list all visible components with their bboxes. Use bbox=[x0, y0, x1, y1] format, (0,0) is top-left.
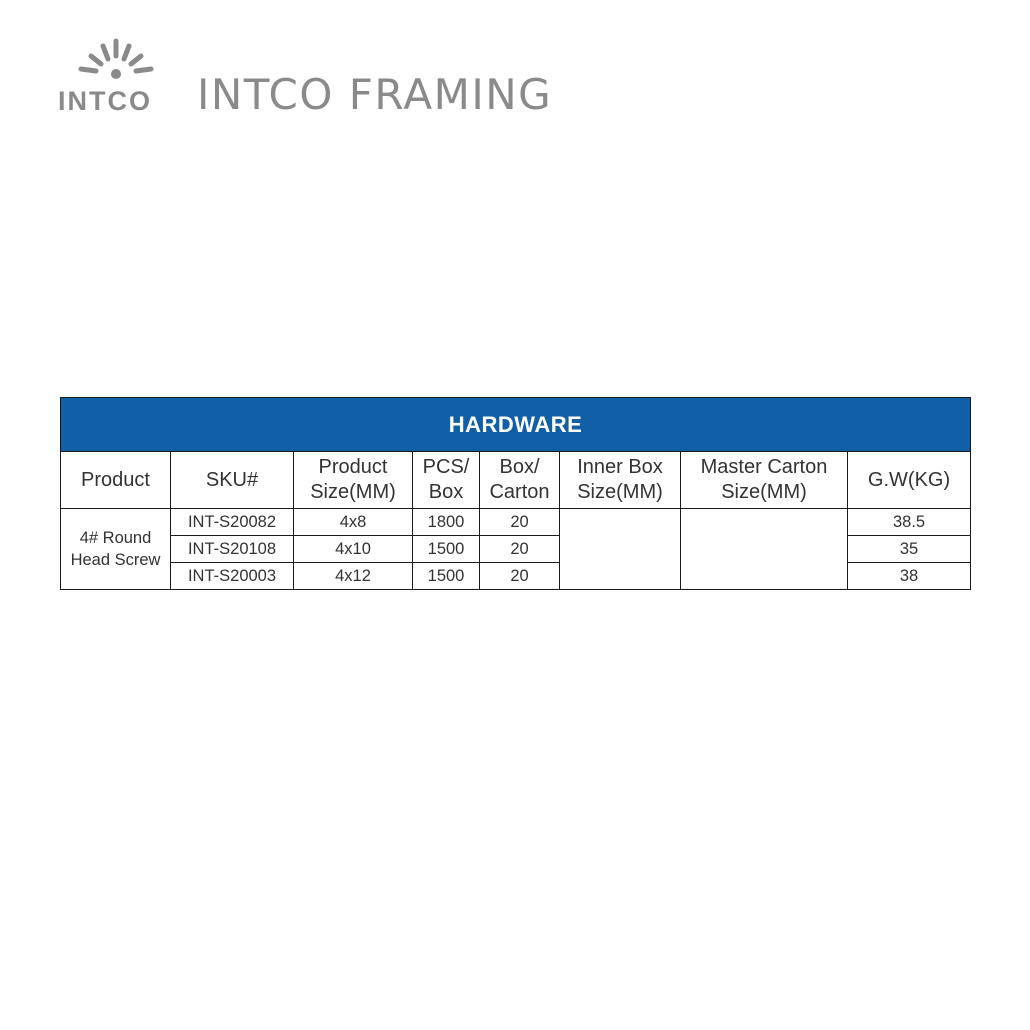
col-box-carton: Box/ Carton bbox=[480, 452, 560, 509]
product-name-cell: 4# Round Head Screw bbox=[61, 509, 171, 590]
pcs-box-cell: 1500 bbox=[413, 563, 480, 590]
brand-title: INTCO FRAMING bbox=[197, 70, 553, 119]
sku-cell: INT-S20108 bbox=[171, 536, 294, 563]
size-cell: 4x8 bbox=[294, 509, 413, 536]
size-cell: 4x12 bbox=[294, 563, 413, 590]
table-header-row bbox=[61, 452, 971, 509]
logo bbox=[56, 36, 176, 116]
box-carton-cell: 20 bbox=[480, 536, 560, 563]
table-row bbox=[61, 509, 971, 536]
col-master-carton-size: Master Carton Size(MM) bbox=[681, 452, 848, 509]
col-pcs-box: PCS/ Box bbox=[413, 452, 480, 509]
logo-text: INTCO bbox=[58, 86, 152, 116]
col-gross-weight: G.W(KG) bbox=[848, 452, 971, 509]
col-product-size: Product Size(MM) bbox=[294, 452, 413, 509]
sku-cell: INT-S20003 bbox=[171, 563, 294, 590]
box-carton-cell: 20 bbox=[480, 563, 560, 590]
pcs-box-cell: 1500 bbox=[413, 536, 480, 563]
sunburst-logo-icon bbox=[76, 36, 160, 84]
gw-cell: 38 bbox=[848, 563, 971, 590]
gw-cell: 35 bbox=[848, 536, 971, 563]
col-inner-box-size: Inner Box Size(MM) bbox=[560, 452, 681, 509]
inner-box-size-cell bbox=[560, 509, 681, 590]
size-cell: 4x10 bbox=[294, 536, 413, 563]
sku-cell: INT-S20082 bbox=[171, 509, 294, 536]
hardware-table bbox=[60, 397, 971, 590]
pcs-box-cell: 1800 bbox=[413, 509, 480, 536]
master-carton-size-cell bbox=[681, 509, 848, 590]
col-sku: SKU# bbox=[171, 452, 294, 509]
brand-header bbox=[56, 36, 576, 119]
box-carton-cell: 20 bbox=[480, 509, 560, 536]
table-title: HARDWARE bbox=[61, 398, 971, 452]
gw-cell: 38.5 bbox=[848, 509, 971, 536]
col-product: Product bbox=[61, 452, 171, 509]
